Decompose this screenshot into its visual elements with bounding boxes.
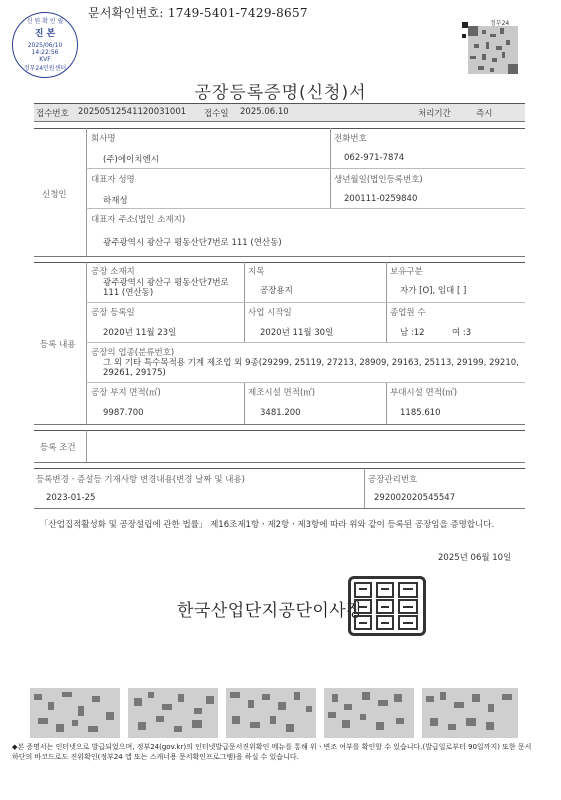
document-number — [88, 4, 308, 21]
rule — [34, 262, 525, 263]
registration-date-value: 2020년 11월 23일 — [103, 328, 177, 338]
barcode-pattern — [30, 688, 120, 738]
rule — [34, 424, 525, 425]
processing-period-label: 처리기간 — [418, 109, 451, 119]
seal-bottom-text: 정부24민원센터 — [23, 65, 67, 72]
rule — [34, 103, 525, 104]
auxiliary-area-label: 부대시설 면적(㎡) — [390, 388, 458, 398]
rule — [86, 382, 525, 383]
birth-date-label: 생년월일(법인등록번호) — [334, 175, 423, 185]
official-stamp — [348, 576, 426, 636]
rule — [364, 468, 365, 508]
business-start-label: 사업 시작일 — [248, 308, 292, 318]
document-barcode — [422, 688, 518, 738]
barcode-pattern — [226, 688, 316, 738]
employees-female: 여 :3 — [452, 328, 472, 338]
issue-date: 2025년 06월 10일 — [438, 553, 512, 563]
conditions-label: 등록 조건 — [40, 443, 76, 453]
site-area-label: 공장 부지 면적(㎡) — [91, 388, 161, 398]
land-category-label: 지목 — [248, 267, 265, 277]
registration-section-label: 등록 내용 — [40, 340, 76, 350]
rule — [86, 128, 87, 256]
ownership-value: 자가 [O], 임대 [ ] — [400, 286, 467, 296]
rule — [34, 256, 525, 257]
barcode-pattern — [128, 688, 218, 738]
processing-period-value: 즉시 — [476, 109, 493, 119]
rule — [34, 128, 525, 129]
applicant-section-label: 신청인 — [42, 190, 67, 200]
management-number-value: 292002020545547 — [374, 493, 456, 503]
changes-label: 등록변경ㆍ증설등 기재사항 변경내용(변경 날짜 및 내용) — [36, 475, 245, 485]
rule — [86, 430, 87, 462]
representative-value: 하재성 — [103, 196, 128, 206]
auxiliary-area-value: 1185.610 — [400, 408, 441, 418]
receipt-no-label: 접수번호 — [36, 109, 69, 119]
changes-value: 2023-01-25 — [46, 493, 96, 503]
phone-value: 062-971-7874 — [344, 153, 405, 163]
qr-code — [462, 20, 524, 76]
document-barcode — [128, 688, 218, 738]
document-number-label: 문서확인번호: — [88, 6, 164, 20]
management-number-label: 공장관리번호 — [368, 475, 418, 485]
industry-label: 공장의 업종(분류번호) — [91, 348, 175, 358]
ownership-label: 보유구분 — [390, 267, 423, 277]
manufacturing-area-value: 3481.200 — [260, 408, 301, 418]
representative-address-value: 광주광역시 광산구 평동산단7번로 111 (연산동) — [103, 238, 282, 248]
document-number-value: 1749-5401-7429-8657 — [167, 6, 308, 20]
receipt-no-value: 20250512541120031001 — [78, 107, 187, 117]
rule — [86, 342, 525, 343]
rule — [34, 462, 525, 463]
employees-label: 종업원 수 — [390, 308, 426, 318]
rule — [86, 302, 525, 303]
employees-male: 남 :12 — [400, 328, 425, 338]
footer-notice: ◆본 증명서는 인터넷으로 발급되었으며, 정부24(gov.kr)의 인터넷발급문서진위확인 메뉴를 통해 위ㆍ변조 여부를 확인할 수 있습니다.(발급일로부터 90일까지) 또한 문서하단의 바코드로도 진위확인(정부24 앱 또는 스캐너용 문서확인프로그램)을 하실 수 있습니다. — [12, 743, 532, 761]
rule — [86, 168, 525, 169]
site-area-value: 9987.700 — [103, 408, 144, 418]
phone-label: 전화번호 — [334, 134, 367, 144]
document-barcode — [324, 688, 414, 738]
rule — [34, 508, 525, 509]
barcode-pattern — [324, 688, 414, 738]
representative-address-label: 대표자 주소(법인 소재지) — [91, 215, 186, 225]
rule — [386, 382, 387, 424]
document-barcode — [226, 688, 316, 738]
factory-address-value: 광주광역시 광산구 평동산단7번로 111 (연산동) — [103, 278, 229, 298]
rule — [86, 262, 87, 424]
factory-address-label: 공장 소재지 — [91, 267, 135, 277]
document-title: 공장등록증명(신청)서 — [194, 83, 367, 103]
rule — [244, 382, 245, 424]
land-category-value: 공장용지 — [260, 286, 293, 296]
document-barcode — [30, 688, 120, 738]
seal-top-text: 신 원 확 인 필 — [26, 18, 64, 25]
seal-date: 2025/06/10 — [27, 42, 63, 49]
registration-date-label: 공장 등록일 — [91, 308, 135, 318]
birth-date-value: 200111-0259840 — [344, 194, 418, 204]
representative-label: 대표자 성명 — [91, 175, 135, 185]
manufacturing-area-label: 제조시설 면적(㎡) — [248, 388, 316, 398]
rule — [86, 208, 525, 209]
verification-seal — [12, 12, 78, 78]
stamp-pattern — [351, 579, 423, 633]
rule — [34, 468, 525, 469]
certification-statement: 「산업집적활성화 및 공장설립에 관한 법률」 제16조제1항ㆍ제2항ㆍ제3항에 따라 위와 같이 등록된 공장임을 증명합니다. — [40, 520, 495, 530]
company-name-label: 회사명 — [91, 134, 116, 144]
receipt-date-value: 2025.06.10 — [240, 107, 289, 117]
seal-mid-text: 진 본 — [34, 29, 56, 39]
qr-pattern — [462, 20, 524, 76]
rule — [34, 121, 525, 122]
rule — [34, 430, 525, 431]
barcode-pattern — [422, 688, 518, 738]
receipt-date-label: 접수일 — [204, 109, 229, 119]
seal-code: KVF — [39, 56, 51, 63]
qr-label: 정부24 — [490, 20, 510, 27]
company-name-value: (주)에이치엔시 — [103, 155, 159, 165]
industry-value: 그 외 기타 특수목적용 기계 제조업 외 9종(29299, 25119, 27213, 28909, 29163, 25113, 29199, 29210, 29261, 29175) — [103, 358, 519, 378]
seal-time: 14:22:56 — [31, 49, 59, 56]
issuer-name: 한국산업단지공단이사장 — [177, 601, 364, 621]
business-start-value: 2020년 11월 30일 — [260, 328, 334, 338]
